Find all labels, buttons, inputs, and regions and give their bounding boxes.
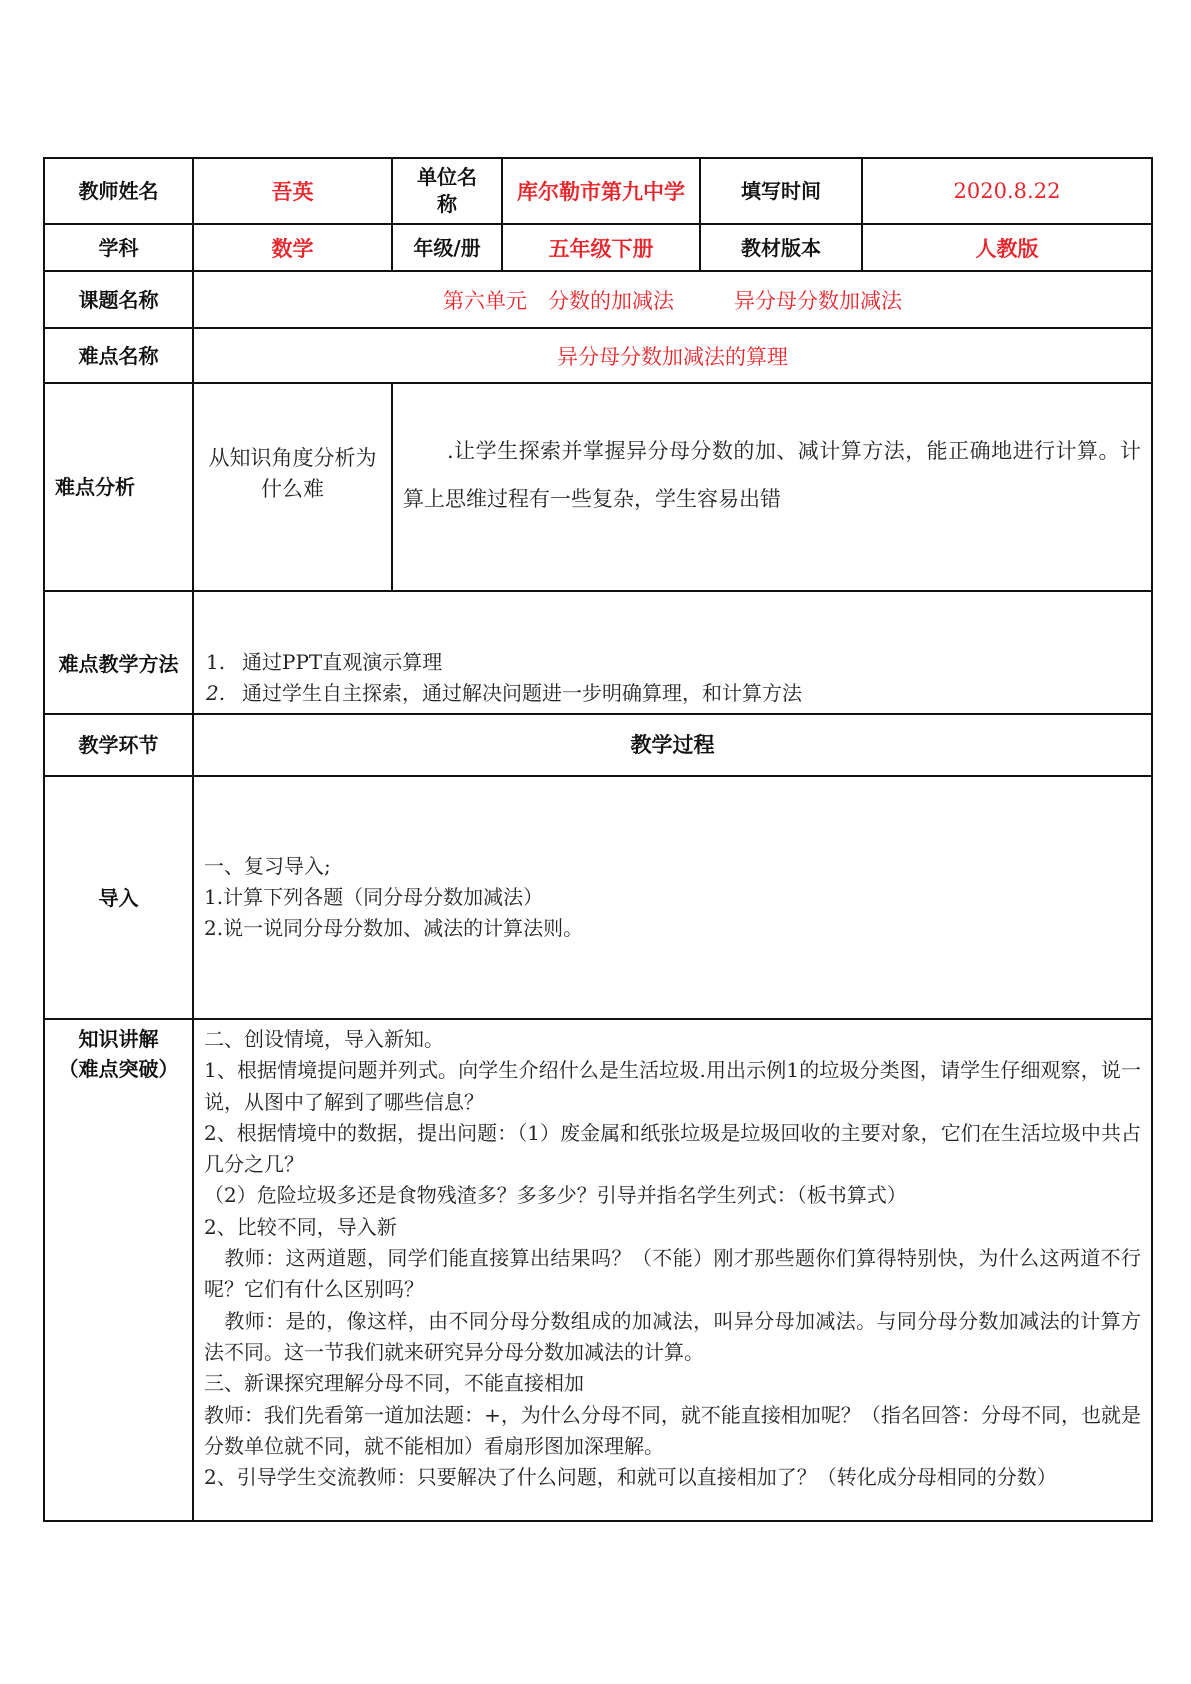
knowledge-para-6: 教师：这两道题，同学们能直接算出结果吗？（不能）刚才那些题你们算得特别快，为什么这两道不行呢？它们有什么区别吗？	[204, 1246, 1141, 1302]
difficulty-label: 难点名称	[44, 328, 193, 383]
method-item-2-text: 通过学生自主探索，通过解决问题进一步明确算理，和计算方法	[242, 680, 802, 705]
analysis-text: .让学生探索并掌握异分母分数的加、减计算方法，能正确地进行计算。计算上思维过程有一些复杂，学生容易出错	[392, 383, 1152, 591]
analysis-row	[44, 383, 1152, 591]
date-value: 2020.8.22	[862, 158, 1152, 224]
knowledge-para-7: 教师：是的，像这样，由不同分母分数组成的加减法，叫异分母加减法。与同分母分数加减法的计算方法不同。这一节我们就来研究异分母分数加减法的计算。	[204, 1308, 1141, 1364]
method-row	[44, 591, 1152, 714]
method-item-1-num: 1.	[206, 649, 226, 674]
grade-label: 年级/册	[392, 224, 502, 271]
intro-line-1: 一、复习导入;	[204, 854, 331, 878]
knowledge-para-3: 2、根据情境中的数据，提出问题：（1）废金属和纸张垃圾是垃圾回收的主要对象，它们在生活垃圾中共占几分之几？	[204, 1120, 1141, 1177]
unit-label-line2: 称	[437, 192, 457, 216]
knowledge-label	[44, 1019, 193, 1521]
process-header-row	[44, 714, 1152, 776]
topic-value	[193, 271, 1152, 328]
method-list	[193, 591, 1152, 714]
knowledge-para-2: 1、根据情境提问题并列式。向学生介绍什么是生活垃圾.用出示例1的垃圾分类图，请学生仔细观察，说一说，从图中了解到了哪些信息？	[204, 1058, 1141, 1114]
topic-part2: 异分母分数加减法	[734, 288, 902, 313]
intro-line-3: 2.说一说同分母分数加、减法的计算法则。	[204, 916, 584, 940]
knowledge-content	[193, 1019, 1152, 1521]
method-item-2	[206, 678, 1141, 709]
teacher-name: 吾英	[193, 158, 392, 224]
unit-label	[392, 158, 502, 224]
knowledge-label-line2: （难点突破）	[58, 1057, 179, 1081]
header-row-1	[44, 158, 1152, 224]
knowledge-para-4: （2）危险垃圾多还是食物残渣多？多多少？引导并指名学生列式：（板书算式）	[204, 1183, 907, 1208]
knowledge-para-10: 2、引导学生交流教师：只要解决了什么问题，和就可以直接相加了？（转化成分母相同的分数）	[204, 1465, 1057, 1490]
stage-label: 教学环节	[44, 714, 193, 776]
knowledge-para-9: 教师：我们先看第一道加法题：+，为什么分母不同，就不能直接相加呢？（指名回答：分母不同，也就是分数单位就不同，就不能相加）看扇形图加深理解。	[204, 1402, 1141, 1458]
knowledge-para-8: 三、新课探究理解分母不同，不能直接相加	[204, 1371, 584, 1396]
intro-row	[44, 776, 1152, 1019]
difficulty-value: 异分母分数加减法的算理	[193, 328, 1152, 383]
knowledge-para-5: 2、比较不同，导入新	[204, 1214, 397, 1239]
teacher-label: 教师姓名	[44, 158, 193, 224]
unit-label-line1: 单位名	[417, 165, 477, 189]
analysis-sublabel	[193, 383, 392, 591]
date-label: 填写时间	[700, 158, 862, 224]
process-label: 教学过程	[193, 714, 1152, 776]
grade-value: 五年级下册	[502, 224, 700, 271]
method-item-2-num: 2.	[206, 680, 226, 705]
method-item-1	[206, 647, 1141, 678]
header-row-2	[44, 224, 1152, 271]
lesson-plan-table	[43, 157, 1153, 1522]
unit-name: 库尔勒市第九中学	[502, 158, 700, 224]
topic-part1: 第六单元 分数的加减法	[443, 288, 674, 313]
intro-label: 导入	[44, 776, 193, 1019]
analysis-sublabel-line2: 什么难	[261, 477, 324, 501]
method-label: 难点教学方法	[44, 591, 193, 714]
topic-row	[44, 271, 1152, 328]
analysis-sublabel-line1: 从知识角度分析为	[208, 446, 377, 470]
analysis-label: 难点分析	[44, 383, 193, 591]
knowledge-label-line1: 知识讲解	[78, 1027, 159, 1051]
edition-label: 教材版本	[700, 224, 862, 271]
difficulty-row	[44, 328, 1152, 383]
intro-line-2: 1.计算下列各题（同分母分数加减法）	[204, 885, 544, 909]
subject-value: 数学	[193, 224, 392, 271]
lesson-plan-sheet	[43, 157, 1151, 1522]
intro-content	[193, 776, 1152, 1019]
topic-label: 课题名称	[44, 271, 193, 328]
knowledge-para-1: 二、创设情境，导入新知。	[204, 1027, 444, 1051]
subject-label: 学科	[44, 224, 193, 271]
method-item-1-text: 通过PPT直观演示算理	[242, 649, 443, 674]
edition-value: 人教版	[862, 224, 1152, 271]
knowledge-row	[44, 1019, 1152, 1521]
